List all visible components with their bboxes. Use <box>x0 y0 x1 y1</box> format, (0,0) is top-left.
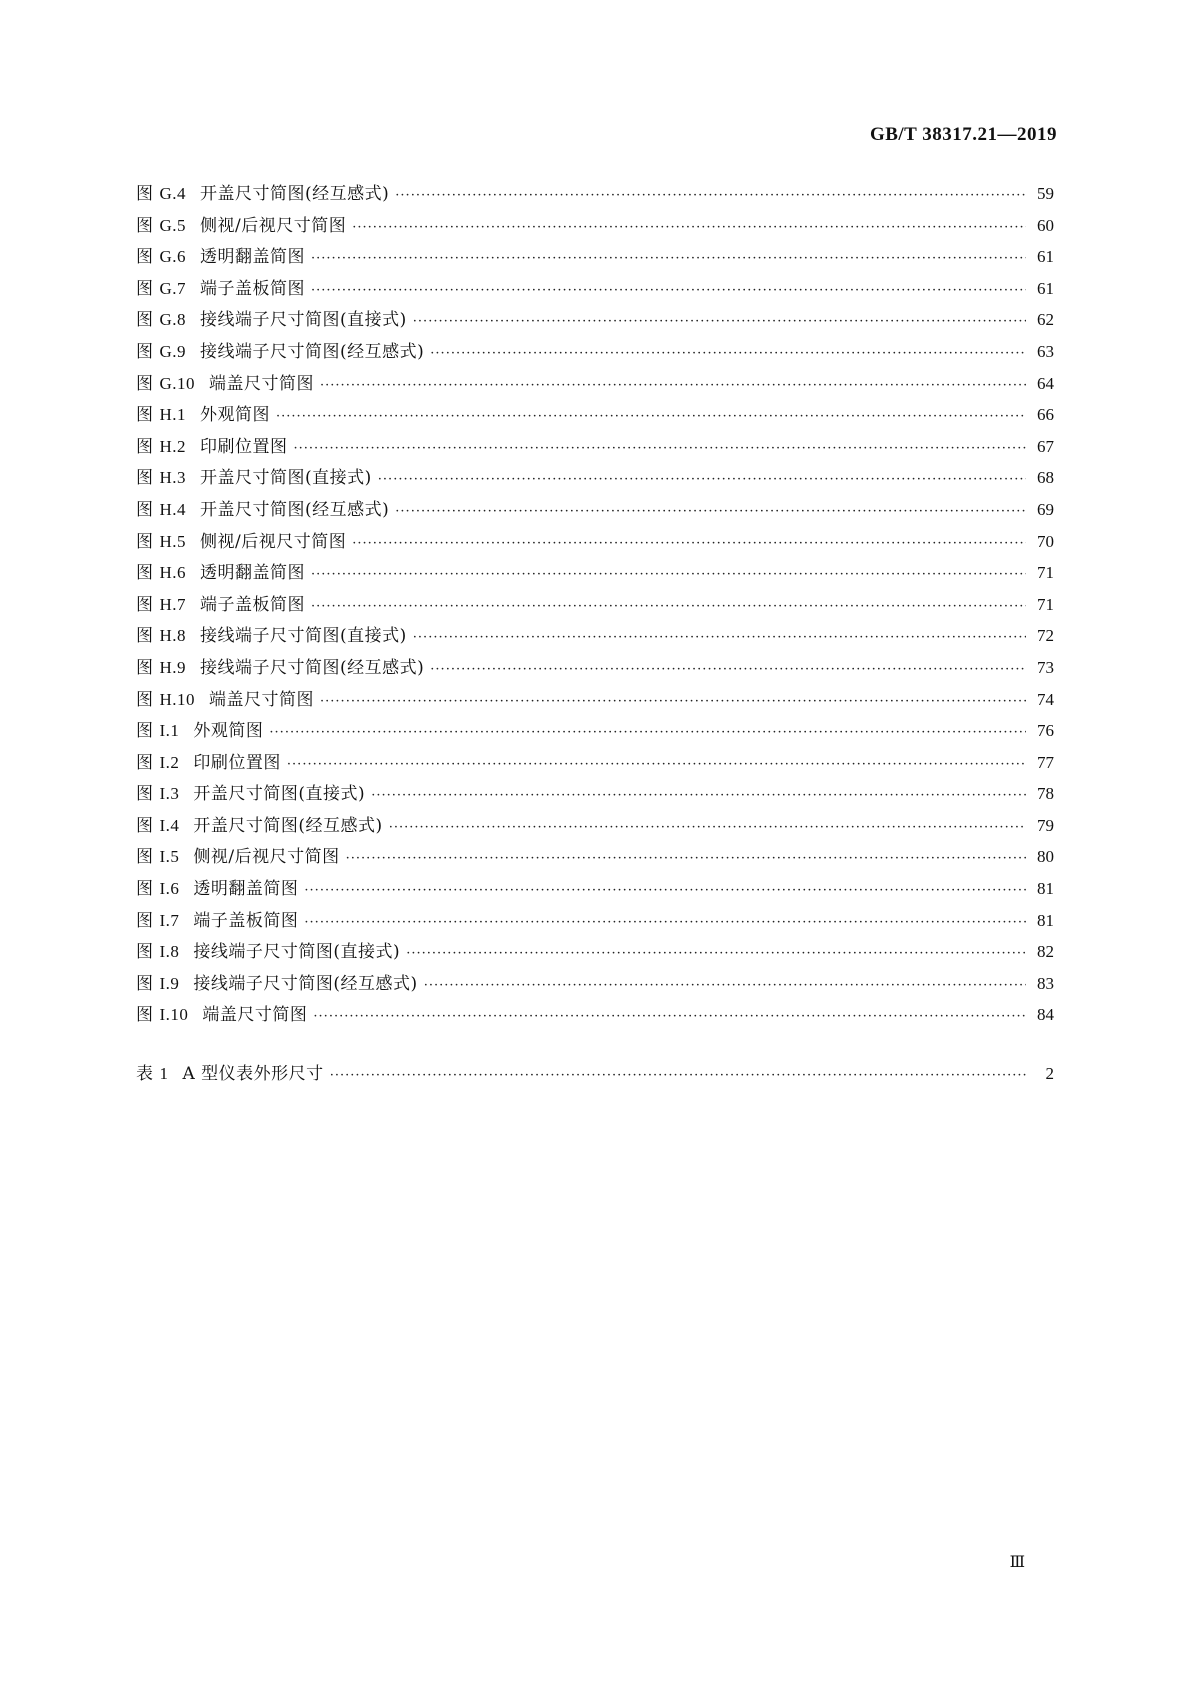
dot-leader <box>413 622 1026 654</box>
toc-entry[interactable] <box>136 873 1054 905</box>
entry-prefix: 图 <box>136 531 154 552</box>
entry-number: I.10 <box>159 1005 189 1025</box>
dot-leader <box>276 401 1026 433</box>
entry-page: 71 <box>1037 594 1054 614</box>
toc-entry[interactable] <box>136 778 1054 810</box>
entry-prefix: 图 <box>136 657 154 678</box>
entry-prefix: 表 <box>136 1064 154 1084</box>
dot-leader <box>406 938 1026 970</box>
entry-title: 端子盖板简图 <box>200 594 306 615</box>
entry-title: 透明翻盖简图 <box>200 247 306 268</box>
dot-leader <box>304 907 1026 939</box>
dot-leader <box>311 591 1026 623</box>
entry-page: 80 <box>1037 847 1054 867</box>
toc-entry[interactable] <box>136 431 1054 463</box>
dot-leader <box>320 370 1026 402</box>
toc-entry[interactable] <box>136 178 1054 210</box>
entry-number: I.3 <box>159 784 180 804</box>
entry-title: A 型仪表外形尺寸 <box>182 1064 324 1084</box>
dot-leader <box>330 1060 1026 1092</box>
toc-entry[interactable] <box>136 684 1054 716</box>
entry-prefix: 图 <box>136 563 154 584</box>
toc-entry[interactable] <box>136 1058 1054 1090</box>
entry-number: I.7 <box>159 910 180 930</box>
entry-prefix: 图 <box>136 784 154 805</box>
entry-page: 78 <box>1037 784 1054 804</box>
entry-page: 2 <box>1045 1064 1054 1083</box>
entry-title: 侧视/后视尺寸简图 <box>193 847 340 868</box>
entry-number: H.2 <box>159 436 187 456</box>
entry-number: I.5 <box>159 847 180 867</box>
toc-entry[interactable] <box>136 273 1054 305</box>
entry-title: 端盖尺寸简图 <box>202 1005 308 1026</box>
dot-leader <box>413 306 1026 338</box>
dot-leader <box>395 180 1026 212</box>
entry-number: I.6 <box>159 879 180 899</box>
entry-page: 59 <box>1037 184 1054 203</box>
entry-title: 印刷位置图 <box>193 752 281 773</box>
entry-number: I.4 <box>159 815 180 835</box>
entry-prefix: 图 <box>136 341 154 362</box>
entry-page: 60 <box>1037 215 1054 235</box>
entry-page: 67 <box>1037 436 1054 456</box>
table-list <box>136 1058 1054 1090</box>
entry-number: G.8 <box>159 310 187 330</box>
entry-page: 73 <box>1037 657 1054 677</box>
toc-entry[interactable] <box>136 810 1054 842</box>
entry-page: 81 <box>1037 879 1054 899</box>
entry-prefix: 图 <box>136 247 154 268</box>
entry-page: 64 <box>1037 373 1054 393</box>
dot-leader <box>371 780 1026 812</box>
dot-leader <box>287 749 1026 781</box>
entry-number: H.3 <box>159 468 187 488</box>
entry-page: 74 <box>1037 689 1054 709</box>
toc-entry[interactable] <box>136 936 1054 968</box>
entry-number: H.5 <box>159 531 187 551</box>
entry-prefix: 图 <box>136 468 154 489</box>
entry-title: 接线端子尺寸简图(经互感式) <box>193 973 418 994</box>
entry-title: 端盖尺寸简图 <box>209 689 315 710</box>
entry-title: 端盖尺寸简图 <box>209 373 315 394</box>
figure-list <box>136 178 1054 1031</box>
entry-page: 83 <box>1037 973 1054 993</box>
entry-prefix: 图 <box>136 594 154 615</box>
toc-entry[interactable] <box>136 526 1054 558</box>
dot-leader <box>378 464 1026 496</box>
entry-title: 侧视/后视尺寸简图 <box>200 215 347 236</box>
entry-title: 开盖尺寸简图(经互感式) <box>200 499 390 520</box>
entry-title: 开盖尺寸简图(经互感式) <box>193 815 383 836</box>
entry-prefix: 图 <box>136 184 154 204</box>
entry-prefix: 图 <box>136 721 154 742</box>
dot-leader <box>313 1001 1026 1033</box>
entry-prefix: 图 <box>136 879 154 900</box>
entry-page: 79 <box>1037 815 1054 835</box>
entry-number: H.4 <box>159 499 187 519</box>
entry-title: 开盖尺寸简图(直接式) <box>193 784 366 805</box>
entry-title: 外观简图 <box>200 405 271 426</box>
entry-number: G.5 <box>159 215 187 235</box>
toc-entry[interactable] <box>136 620 1054 652</box>
dot-leader <box>430 338 1026 370</box>
entry-title: 接线端子尺寸简图(直接式) <box>200 626 407 647</box>
entry-prefix: 图 <box>136 910 154 931</box>
toc-entry[interactable] <box>136 304 1054 336</box>
entry-number: H.6 <box>159 563 187 583</box>
dot-leader <box>311 275 1026 307</box>
entry-title: 端子盖板简图 <box>193 910 299 931</box>
entry-prefix: 图 <box>136 942 154 963</box>
entry-title: 接线端子尺寸简图(直接式) <box>200 310 407 331</box>
page-number: Ⅲ <box>1009 1554 1025 1571</box>
toc-entry[interactable] <box>136 210 1054 242</box>
entry-prefix: 图 <box>136 815 154 836</box>
entry-number: G.10 <box>159 373 196 393</box>
entry-page: 61 <box>1037 278 1054 298</box>
entry-prefix: 图 <box>136 436 154 457</box>
dot-leader <box>346 843 1026 875</box>
toc-entry[interactable] <box>136 399 1054 431</box>
entry-page: 66 <box>1037 405 1054 425</box>
dot-leader <box>389 812 1026 844</box>
dot-leader <box>294 433 1026 465</box>
entry-title: 透明翻盖简图 <box>193 879 299 900</box>
dot-leader <box>424 970 1026 1002</box>
entry-page: 61 <box>1037 247 1054 267</box>
entry-number: I.1 <box>159 721 180 741</box>
toc-entry[interactable] <box>136 715 1054 747</box>
entry-prefix: 图 <box>136 405 154 426</box>
entry-number: G.6 <box>159 247 187 267</box>
entry-title: 接线端子尺寸简图(经互感式) <box>200 657 425 678</box>
entry-page: 76 <box>1037 721 1054 741</box>
entry-prefix: 图 <box>136 499 154 520</box>
entry-number: G.7 <box>159 278 187 298</box>
entry-page: 71 <box>1037 563 1054 583</box>
toc-entry[interactable] <box>136 368 1054 400</box>
entry-number: I.2 <box>159 752 180 772</box>
entry-title: 接线端子尺寸简图(经互感式) <box>200 341 425 362</box>
dot-leader <box>395 496 1026 528</box>
entry-title: 透明翻盖简图 <box>200 563 306 584</box>
toc-entry[interactable] <box>136 589 1054 621</box>
toc-entry[interactable] <box>136 841 1054 873</box>
entry-number: H.10 <box>159 689 196 709</box>
toc-entry[interactable] <box>136 241 1054 273</box>
toc-entry[interactable] <box>136 905 1054 937</box>
toc-entry[interactable] <box>136 336 1054 368</box>
entry-page: 77 <box>1037 752 1054 772</box>
entry-number: H.7 <box>159 594 187 614</box>
entry-prefix: 图 <box>136 215 154 236</box>
entry-number: I.8 <box>159 942 180 962</box>
entry-prefix: 图 <box>136 973 154 994</box>
entry-prefix: 图 <box>136 310 154 331</box>
entry-prefix: 图 <box>136 689 154 710</box>
entry-number: I.9 <box>159 973 180 993</box>
entry-prefix: 图 <box>136 278 154 299</box>
toc-entry[interactable] <box>136 557 1054 589</box>
entry-number: G.4 <box>159 184 187 203</box>
dot-leader <box>352 528 1026 560</box>
toc-entry[interactable] <box>136 999 1054 1031</box>
toc-entry[interactable] <box>136 652 1054 684</box>
entry-number: G.9 <box>159 341 187 361</box>
entry-page: 81 <box>1037 910 1054 930</box>
entry-title: 端子盖板简图 <box>200 278 306 299</box>
entry-title: 接线端子尺寸简图(直接式) <box>193 942 401 963</box>
entry-prefix: 图 <box>136 847 154 868</box>
document-code: GB/T 38317.21—2019 <box>869 124 1057 145</box>
entry-number: H.9 <box>159 657 187 677</box>
entry-page: 70 <box>1037 531 1054 551</box>
entry-page: 62 <box>1037 310 1054 330</box>
entry-page: 69 <box>1037 499 1054 519</box>
toc-entry[interactable] <box>136 494 1054 526</box>
entry-title: 开盖尺寸简图(经互感式) <box>200 184 390 204</box>
dot-leader <box>311 243 1026 275</box>
dot-leader <box>269 717 1026 749</box>
dot-leader <box>304 875 1026 907</box>
entry-title: 外观简图 <box>193 721 264 742</box>
entry-page: 82 <box>1037 942 1054 962</box>
toc-entry[interactable] <box>136 747 1054 779</box>
toc-entry[interactable] <box>136 968 1054 1000</box>
dot-leader <box>311 559 1026 591</box>
entry-prefix: 图 <box>136 1005 154 1026</box>
entry-title: 侧视/后视尺寸简图 <box>200 531 347 552</box>
entry-page: 84 <box>1037 1005 1054 1025</box>
entry-page: 72 <box>1037 626 1054 646</box>
entry-number: H.8 <box>159 626 187 646</box>
toc-entry[interactable] <box>136 462 1054 494</box>
entry-prefix: 图 <box>136 626 154 647</box>
entry-page: 68 <box>1037 468 1054 488</box>
dot-leader <box>320 686 1026 718</box>
dot-leader <box>430 654 1026 686</box>
entry-prefix: 图 <box>136 373 154 394</box>
entry-prefix: 图 <box>136 752 154 773</box>
entry-title: 开盖尺寸简图(直接式) <box>200 468 372 489</box>
entry-number: H.1 <box>159 405 187 425</box>
entry-number: 1 <box>159 1064 169 1083</box>
dot-leader <box>352 212 1026 244</box>
entry-page: 63 <box>1037 341 1054 361</box>
entry-title: 印刷位置图 <box>200 436 288 457</box>
